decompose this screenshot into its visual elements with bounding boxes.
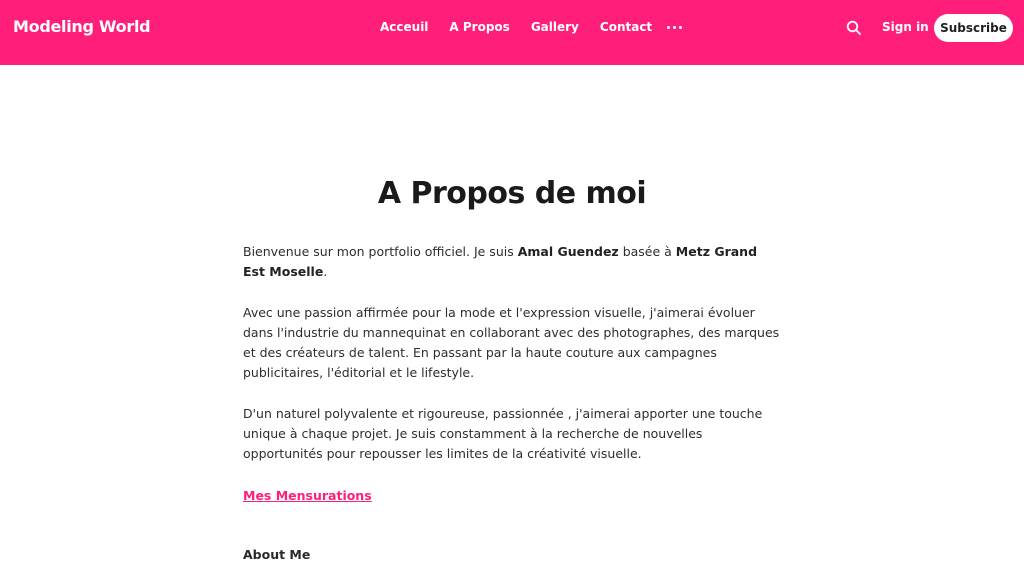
intro-paragraph xyxy=(243,242,781,283)
about-me-heading: About Me xyxy=(243,546,311,562)
nav-item-gallery[interactable]: Gallery xyxy=(530,20,579,34)
main-nav xyxy=(380,20,703,34)
personality-paragraph: D'un naturel polyvalente et rigoureuse, passionnée , j'aimerai apporter une touche unique à chaque projet. Je suis constamment à la recherche de nouvelles opportunités pour repousser les limites de la créativité visuelle. xyxy=(243,405,763,462)
intro-text-3: . xyxy=(323,264,328,280)
site-brand-link[interactable]: Modeling World xyxy=(13,17,151,36)
mensurations-link[interactable]: Mes Mensurations xyxy=(243,487,372,503)
model-name: Amal Guendez xyxy=(517,244,619,259)
more-dots-icon[interactable] xyxy=(667,20,682,34)
search-icon[interactable] xyxy=(846,20,862,36)
main-content xyxy=(243,65,781,562)
passion-paragraph: Avec une passion affirmée pour la mode et l'expression visuelle, j'aimerai évoluer dans l'industrie du mannequinat en collaborant avec des photographes, des marques et des créateurs de talent. En passant par la haute couture aux campagnes publicitaires, l'éditorial et le lifestyle. xyxy=(243,304,780,381)
nav-item-acceuil[interactable]: Acceuil xyxy=(380,20,429,34)
subscribe-button[interactable]: Subscribe xyxy=(934,14,1013,42)
nav-item-contact[interactable]: Contact xyxy=(599,20,653,34)
page-title: A Propos de moi xyxy=(377,176,647,211)
intro-text-1: Bienvenue sur mon portfolio officiel. Je suis xyxy=(243,244,518,259)
site-header xyxy=(0,0,1024,65)
nav-item-a-propos[interactable]: A Propos xyxy=(449,20,510,34)
article-body xyxy=(243,212,781,562)
intro-text-2: basée à xyxy=(618,244,676,259)
sign-in-link[interactable]: Sign in xyxy=(882,20,929,34)
model-location: Metz Grand Est Moselle xyxy=(243,244,758,280)
